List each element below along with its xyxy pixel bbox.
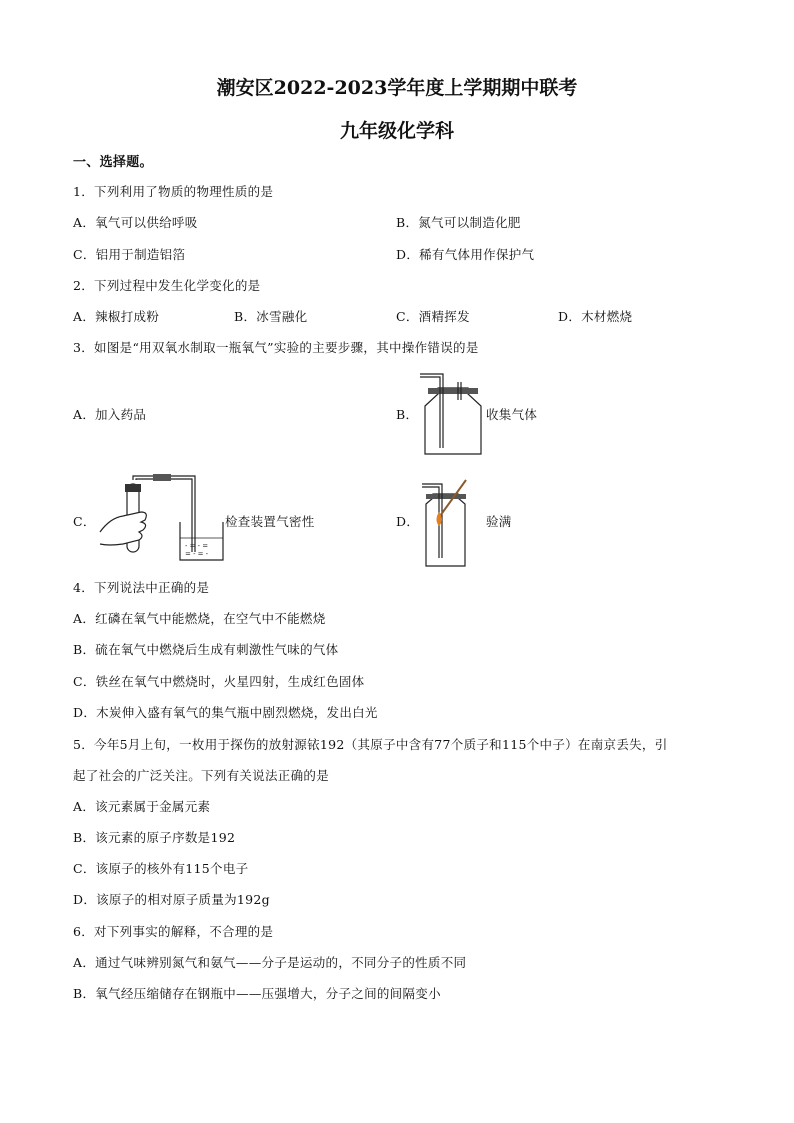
q3-option-a-letter: A． — [73, 407, 96, 422]
q6-option-a: A．通过气味辨别氮气和氨气——分子是运动的，不同分子的性质不同 — [73, 955, 467, 970]
q3-option-c-letter: C． — [73, 514, 96, 529]
section-heading: 一、选择题。 — [73, 155, 153, 170]
q6-stem: 6．对下列事实的解释，不合理的是 — [73, 924, 274, 939]
gas-collection-bottle-figure — [418, 368, 488, 458]
exam-title: 潮安区2022-2023学年度上学期期中联考 — [216, 77, 578, 99]
q2-option-d: D．木材燃烧 — [558, 309, 633, 324]
q4-option-a: A．红磷在氧气中能燃烧，在空气中不能燃烧 — [73, 611, 326, 626]
q5-option-d: D．该原子的相对原子质量为192g — [73, 892, 270, 907]
svg-text:- = - =: - = - = — [185, 542, 209, 550]
q2-option-b: B．冰雪融化 — [234, 309, 308, 324]
q1-option-c: C．铝用于制造铝箔 — [73, 247, 186, 262]
svg-text:= - = -: = - = - — [185, 550, 209, 558]
q5-option-b: B．该元素的原子序数是192 — [73, 830, 236, 845]
q5-option-a: A．该元素属于金属元素 — [73, 799, 211, 814]
q2-option-a: A．辣椒打成粉 — [73, 309, 160, 324]
q1-stem: 1．下列利用了物质的物理性质的是 — [73, 184, 274, 199]
q3-stem: 3．如图是“用双氧水制取一瓶氧气”实验的主要步骤，其中操作错误的是 — [73, 340, 479, 355]
q3-option-b-letter: B． — [396, 407, 419, 422]
q2-stem: 2．下列过程中发生化学变化的是 — [73, 278, 261, 293]
q5-stem-line2: 起了社会的广泛关注。下列有关说法正确的是 — [73, 768, 330, 783]
q3-option-c-text: 检查装置气密性 — [225, 514, 315, 529]
q1-option-b: B．氮气可以制造化肥 — [396, 215, 521, 230]
q6-option-b: B．氧气经压缩储存在钢瓶中——压强增大，分子之间的间隔变小 — [73, 986, 441, 1001]
airtightness-check-figure — [95, 474, 225, 566]
q1-option-a: A．氧气可以供给呼吸 — [73, 215, 198, 230]
oxygen-full-test-figure — [418, 476, 478, 568]
q1-option-d: D．稀有气体用作保护气 — [396, 247, 535, 262]
q5-stem-line1: 5．今年5月上旬，一枚用于探伤的放射源铱192（其原子中含有77个质子和115个中子）在南京丢失，引 — [73, 737, 668, 752]
q4-stem: 4．下列说法中正确的是 — [73, 580, 210, 595]
q3-option-b-text: 收集气体 — [486, 407, 538, 422]
q2-option-c: C．酒精挥发 — [396, 309, 470, 324]
q4-option-b: B．硫在氧气中燃烧后生成有刺激性气味的气体 — [73, 642, 339, 657]
q4-option-c: C．铁丝在氧气中燃烧时，火星四射，生成红色固体 — [73, 674, 365, 689]
q3-option-a-text: 加入药品 — [95, 407, 147, 422]
q3-option-d-letter: D． — [396, 514, 420, 529]
q4-option-d: D．木炭伸入盛有氧气的集气瓶中剧烈燃烧，发出白光 — [73, 705, 378, 720]
exam-subtitle: 九年级化学科 — [339, 120, 454, 142]
q3-option-d-text: 验满 — [486, 514, 512, 529]
q5-option-c: C．该原子的核外有115个电子 — [73, 861, 249, 876]
